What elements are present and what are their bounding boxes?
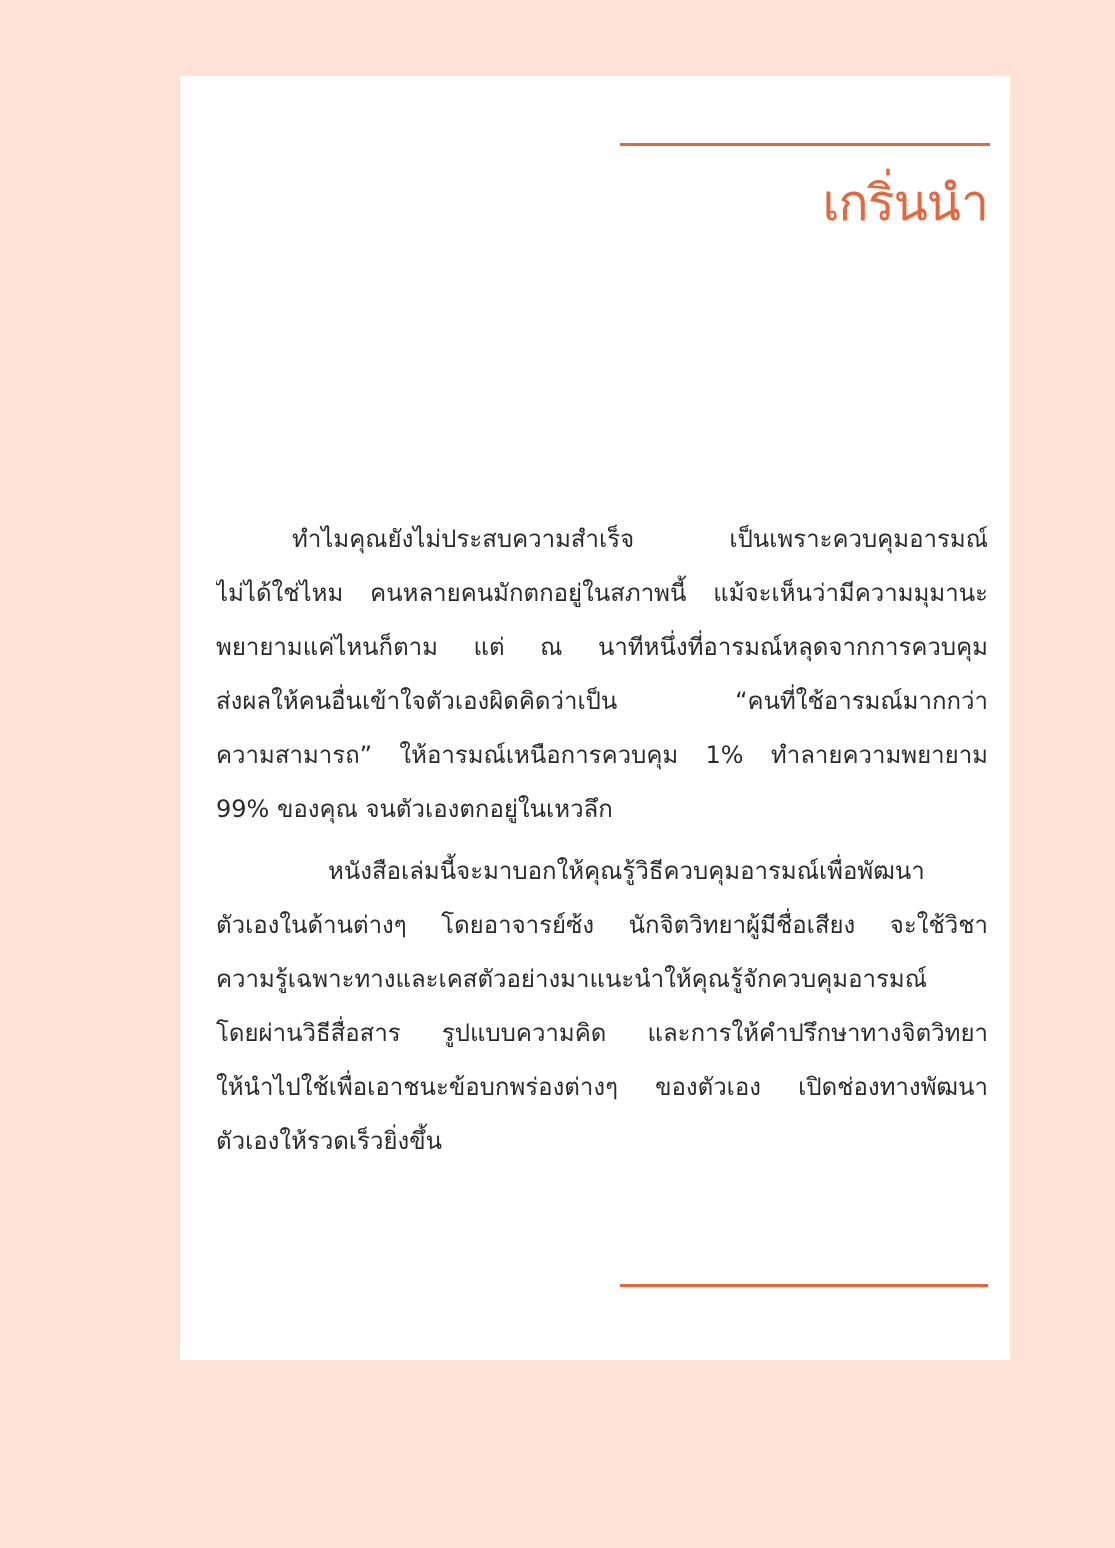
paragraph-line: หนังสือเล่มนี้จะมาบอกให้คุณรู้วิธีควบคุมอารมณ์เพื่อพัฒนา <box>328 857 925 885</box>
paragraph-1 <box>216 512 988 836</box>
paragraph-line: โดยผ่านวิธีสื่อสาร รูปแบบความคิด และการให้คำปรึกษาทางจิตวิทยา <box>216 1019 988 1047</box>
paragraph-line: ทำไมคุณยังไม่ประสบความสำเร็จ เป็นเพราะควบคุมอารมณ์ <box>292 525 988 553</box>
paragraph-line: ความสามารถ” ให้อารมณ์เหนือการควบคุม 1% ทำลายความพยายาม <box>216 741 988 769</box>
paragraph-line: พยายามแค่ไหนก็ตาม แต่ ณ นาทีหนึ่งที่อารมณ์หลุดจากการควบคุม <box>216 633 988 661</box>
paragraph-line: ความรู้เฉพาะทางและเคสตัวอย่างมาแนะนำให้คุณรู้จักควบคุมอารมณ์ <box>216 965 927 993</box>
paragraph-line: ให้นำไปใช้เพื่อเอาชนะข้อบกพร่องต่างๆ ของตัวเอง เปิดช่องทางพัฒนา <box>216 1073 988 1101</box>
paragraph-line: ไม่ได้ใช่ไหม คนหลายคนมักตกอยู่ในสภาพนี้ แม้จะเห็นว่ามีความมุมานะ <box>216 579 988 607</box>
body-text <box>216 512 988 1176</box>
page-title: เกริ่นนำ <box>822 174 988 232</box>
paragraph-line: ตัวเองในด้านต่างๆ โดยอาจารย์ซ้ง นักจิตวิทยาผู้มีชื่อเสียง จะใช้วิชา <box>216 911 988 939</box>
top-divider <box>620 143 990 146</box>
paragraph-line: 99% ของคุณ จนตัวเองตกอยู่ในเหวลึก <box>216 795 613 823</box>
paragraph-2 <box>216 844 988 1168</box>
paragraph-line: ตัวเองให้รวดเร็วยิ่งขึ้น <box>216 1127 443 1155</box>
document-page <box>180 76 1010 1360</box>
bottom-divider <box>620 1284 988 1287</box>
paragraph-line: ส่งผลให้คนอื่นเข้าใจตัวเองผิดคิดว่าเป็น “คนที่ใช้อารมณ์มากกว่า <box>216 687 988 715</box>
